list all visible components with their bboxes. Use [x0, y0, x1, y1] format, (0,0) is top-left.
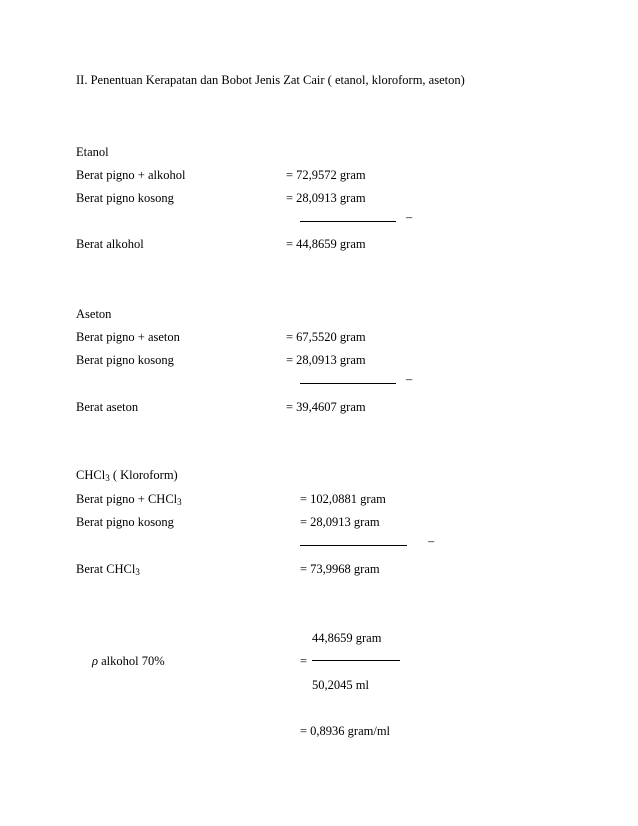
etanol-row-1-label: Berat pigno + alkohol [76, 168, 186, 182]
etanol-row-2-label: Berat pigno kosong [76, 191, 174, 205]
aseton-row-1-value: = 67,5520 gram [286, 330, 366, 344]
etanol-minus-sign: – [406, 210, 413, 224]
density-equals-sign: = [300, 654, 308, 668]
fraction-bar [312, 660, 400, 661]
kloroform-minus-sign: – [428, 534, 435, 548]
density-label-text: alkohol 70% [98, 654, 165, 668]
density-result: = 0,8936 gram/ml [300, 724, 391, 738]
density-denominator: 50,2045 ml [312, 678, 369, 692]
kloroform-result-label-subscript: 3 [135, 567, 140, 577]
etanol-heading: Etanol [76, 145, 109, 159]
kloroform-row-1-label [76, 493, 182, 506]
aseton-heading: Aseton [76, 307, 112, 321]
kloroform-heading [76, 469, 178, 482]
aseton-result-value: = 39,4607 gram [286, 400, 366, 414]
kloroform-heading-rest: ( Kloroform) [109, 468, 178, 482]
kloroform-result-value: = 73,9968 gram [300, 562, 380, 576]
etanol-row-1-value: = 72,9572 gram [286, 168, 366, 182]
kloroform-result-label-text: Berat CHCl [76, 562, 136, 576]
etanol-result-value: = 44,8659 gram [286, 237, 366, 251]
density-numerator: 44,8659 gram [312, 631, 382, 645]
kloroform-row-1-value: = 102,0881 gram [300, 492, 386, 506]
aseton-minus-sign: – [406, 372, 413, 386]
kloroform-heading-subscript: 3 [105, 473, 110, 483]
etanol-subtraction-line [300, 221, 396, 222]
aseton-row-2-label: Berat pigno kosong [76, 353, 174, 367]
etanol-result-label: Berat alkohol [76, 237, 144, 251]
kloroform-result-label [76, 563, 140, 576]
kloroform-heading-formula: CHCl [76, 468, 106, 482]
aseton-row-1-label: Berat pigno + aseton [76, 330, 180, 344]
aseton-result-label: Berat aseton [76, 400, 139, 414]
kloroform-row-1-label-subscript: 3 [177, 497, 182, 507]
aseton-row-2-value: = 28,0913 gram [286, 353, 366, 367]
aseton-subtraction-line [300, 383, 396, 384]
kloroform-row-2-value: = 28,0913 gram [300, 515, 380, 529]
kloroform-subtraction-line [300, 545, 407, 546]
rho-symbol: ρ [92, 654, 98, 668]
density-label [92, 655, 165, 668]
page-title: II. Penentuan Kerapatan dan Bobot Jenis Zat Cair ( etanol, kloroform, aseton) [76, 73, 465, 87]
etanol-row-2-value: = 28,0913 gram [286, 191, 366, 205]
kloroform-row-1-label-text: Berat pigno + CHCl [76, 492, 178, 506]
kloroform-row-2-label: Berat pigno kosong [76, 515, 174, 529]
